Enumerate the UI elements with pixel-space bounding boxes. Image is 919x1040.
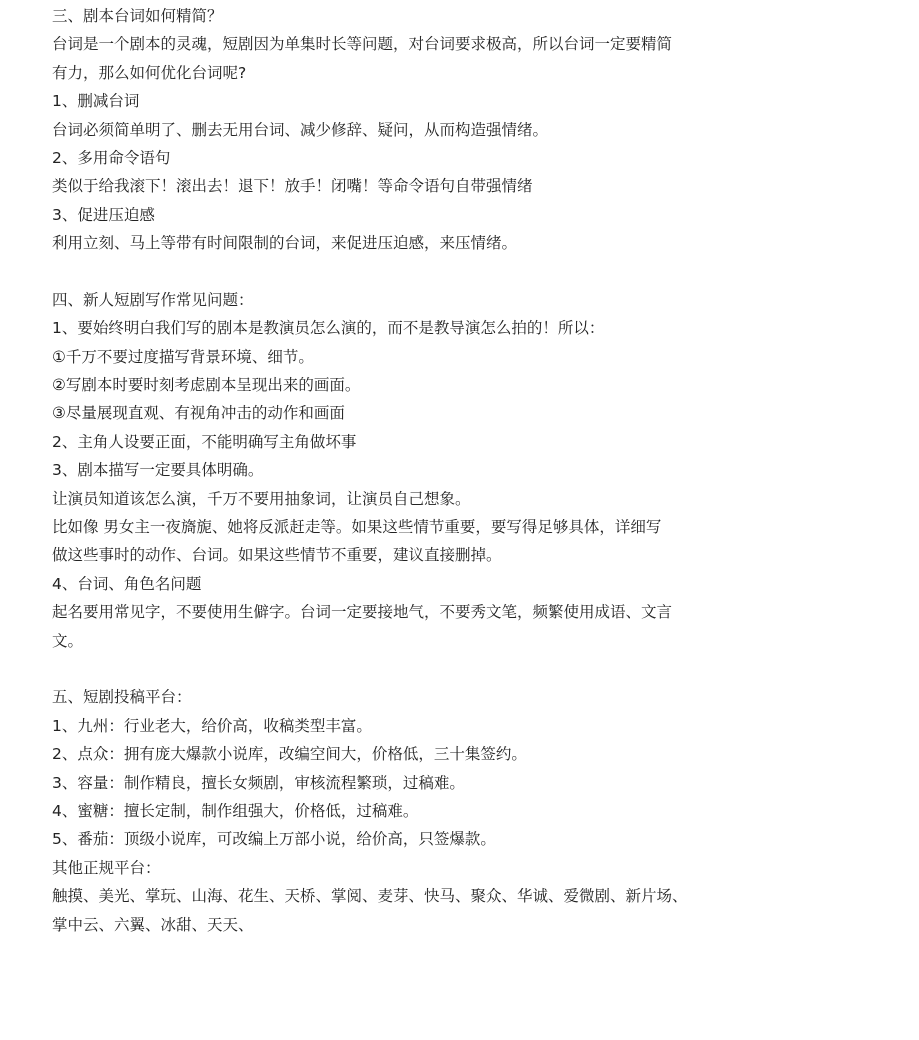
- section-heading: 五、短剧投稿平台：: [52, 688, 192, 707]
- paragraph-line: 掌中云、六翼、冰甜、天天、: [52, 915, 254, 934]
- section-common-problems: [52, 286, 812, 655]
- sub-list-item: ②写剧本时要时刻考虑剧本呈现出来的画面。: [52, 376, 361, 395]
- list-item-heading: 1、要始终明白我们写的剧本是教演员怎么演的，而不是教导演怎么拍的！所以：: [52, 319, 605, 338]
- list-item-heading: 2、多用命令语句: [52, 148, 171, 167]
- section-heading: 四、新人短剧写作常见问题：: [52, 290, 254, 309]
- paragraph-gap: [52, 655, 812, 683]
- list-item: 4、蜜糖：擅长定制，制作组强大，价格低，过稿难。: [52, 801, 419, 820]
- paragraph-line: 有力，那么如何优化台词呢?: [52, 63, 247, 82]
- section-submission-platforms: [52, 683, 812, 939]
- paragraph-line: 让演员知道该怎么演，千万不要用抽象词，让演员自己想象。: [52, 489, 471, 508]
- paragraph-line: 起名要用常见字，不要使用生僻字。台词一定要接地气，不要秀文笔，频繁使用成语、文言: [52, 603, 673, 622]
- paragraph-line: 文。: [52, 631, 84, 650]
- list-item: 1、九州：行业老大，给价高，收稿类型丰富。: [52, 716, 372, 735]
- document-body: [52, 2, 812, 939]
- paragraph-line: 类似于给我滚下！滚出去！退下！放手！闭嘴！等命令语句自带强情绪: [52, 177, 533, 196]
- sub-heading: 其他正规平台：: [52, 858, 161, 877]
- list-item-heading: 2、主角人设要正面，不能明确写主角做坏事: [52, 432, 357, 451]
- list-item-heading: 4、台词、角色名问题: [52, 574, 202, 593]
- paragraph-gap: [52, 258, 812, 286]
- sub-list-item: ①千万不要过度描写背景环境、细节。: [52, 347, 314, 366]
- paragraph-line: 做这些事时的动作、台词。如果这些情节不重要，建议直接删掉。: [52, 546, 502, 565]
- sub-list-item: ③尽量展现直观、有视角冲击的动作和画面: [52, 404, 345, 423]
- list-item-heading: 3、剧本描写一定要具体明确。: [52, 461, 264, 480]
- paragraph-line: 利用立刻、马上等带有时间限制的台词，来促进压迫感，来压情绪。: [52, 234, 518, 253]
- list-item: 5、番茄：顶级小说库，可改编上万部小说，给价高，只签爆款。: [52, 830, 496, 849]
- section-heading: 三、剧本台词如何精简？: [52, 7, 223, 25]
- list-item-heading: 3、促进压迫感: [52, 205, 155, 224]
- list-item-heading: 1、删减台词: [52, 92, 140, 111]
- paragraph-line: 台词是一个剧本的灵魂，短剧因为单集时长等问题，对台词要求极高，所以台词一定要精简: [52, 35, 673, 54]
- list-item: 2、点众：拥有庞大爆款小说库，改编空间大，价格低，三十集签约。: [52, 745, 527, 764]
- paragraph-line: 比如像 男女主一夜旖旎、她将反派赶走等。如果这些情节重要，要写得足够具体，详细写: [52, 518, 662, 537]
- paragraph-line: 触摸、美光、掌玩、山海、花生、天桥、掌阅、麦芽、快马、聚众、华诚、爱微剧、新片场、: [52, 887, 688, 906]
- section-dialogue-simplification: [52, 2, 812, 258]
- paragraph-line: 台词必须简单明了、删去无用台词、减少修辞、疑问，从而构造强情绪。: [52, 120, 549, 139]
- list-item: 3、容量：制作精良，擅长女频剧，审核流程繁琐，过稿难。: [52, 773, 465, 792]
